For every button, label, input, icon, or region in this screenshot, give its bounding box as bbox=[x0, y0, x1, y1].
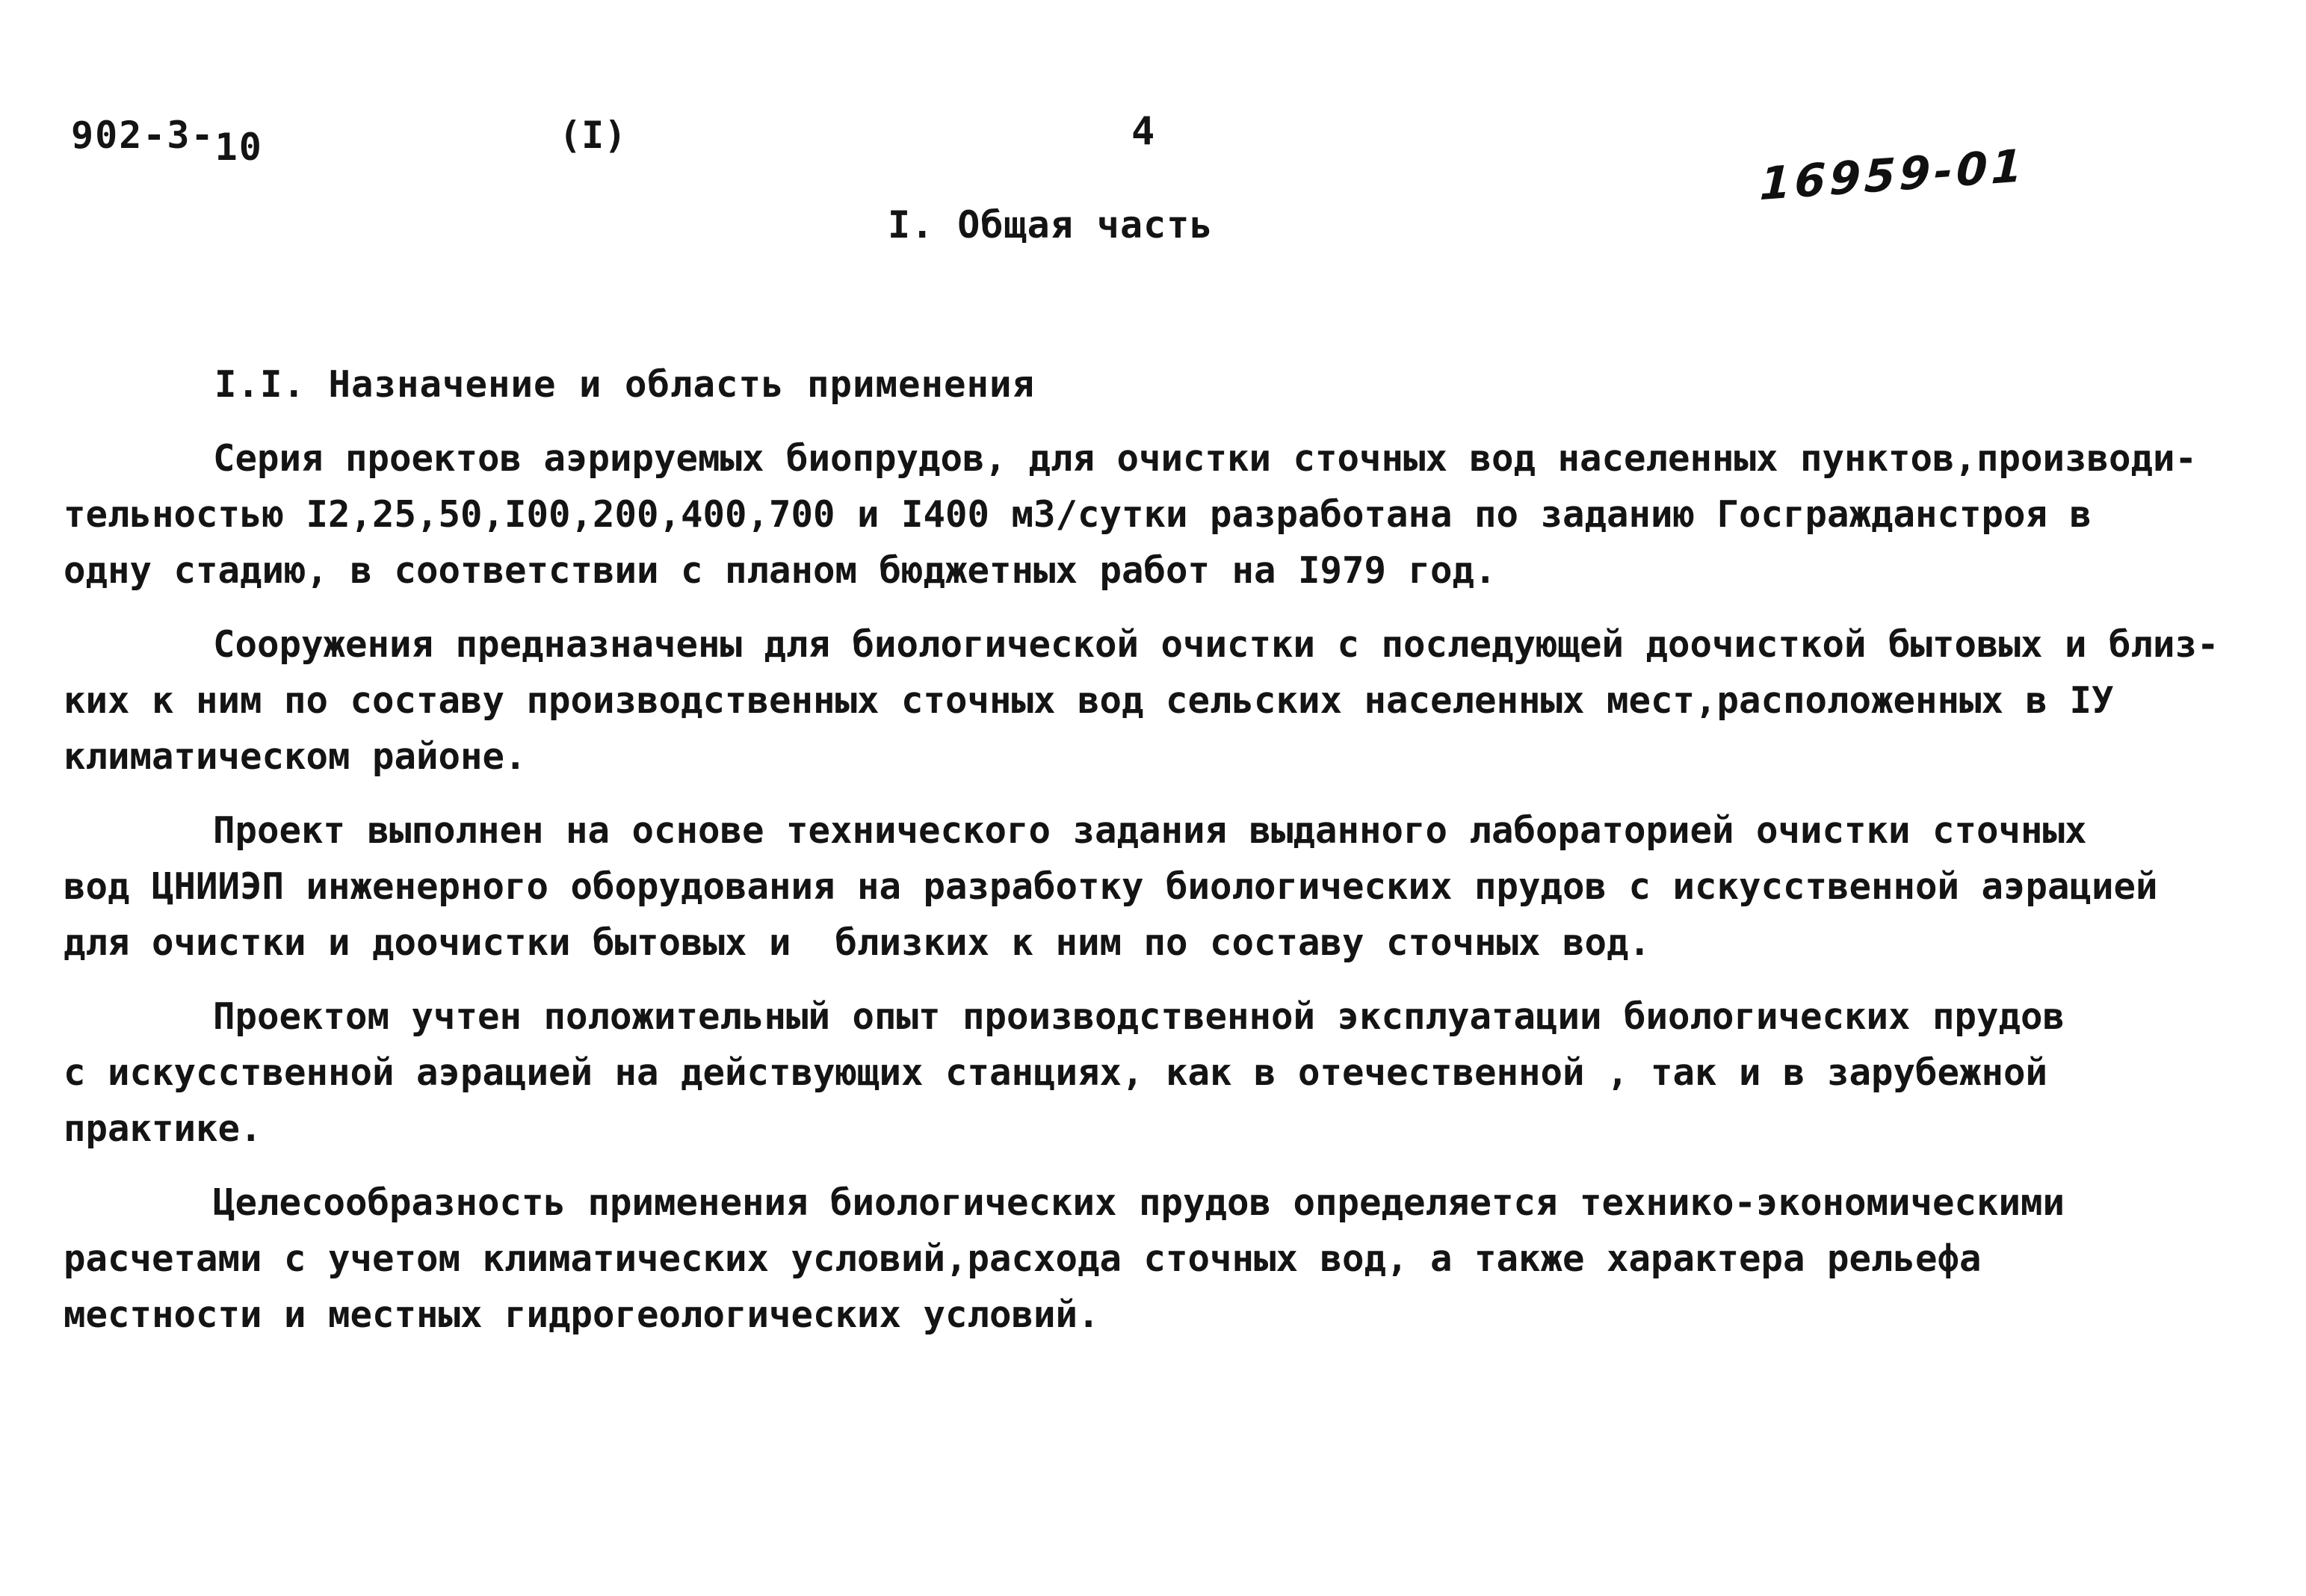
paragraph-line: местности и местных гидрогеологических условий. bbox=[64, 1293, 1100, 1336]
paragraph bbox=[64, 989, 2245, 1157]
document-number-suffix: 10 bbox=[214, 126, 263, 169]
paragraph-line: Проектом учтен положительный опыт производственной эксплуатации биологических прудов bbox=[213, 995, 2065, 1038]
paragraph-line: тельностью I2,25,50,I00,200,400,700 и I400 м3/сутки разработана по заданию Госгражданстроя в bbox=[64, 493, 2092, 536]
paragraph bbox=[64, 616, 2245, 785]
paragraph-line: Серия проектов аэрируемых биопрудов, для очистки сточных вод населенных пунктов,производи- bbox=[213, 437, 2198, 480]
paragraph-line: вод ЦНИИЭП инженерного оборудования на разработку биологических прудов с искусственной аэрацией bbox=[64, 865, 2158, 908]
section-heading: I.I. Назначение и область применения bbox=[214, 363, 1036, 406]
paragraph-line: Целесообразность применения биологических прудов определяется технико-экономическими bbox=[213, 1181, 2065, 1224]
paragraph bbox=[64, 1175, 2245, 1343]
paragraph bbox=[64, 430, 2245, 598]
page-number: 4 bbox=[1131, 109, 1155, 154]
volume-label: (I) bbox=[559, 114, 627, 157]
document-title: I. Общая часть bbox=[888, 203, 1214, 247]
document-number-prefix: 902-3- bbox=[71, 114, 215, 157]
document-number bbox=[71, 114, 263, 169]
handwritten-stamp-number: 16959-01 bbox=[1758, 139, 2027, 211]
paragraph-line: с искусственной аэрацией на действующих станциях, как в отечественной , так и в зарубежной bbox=[64, 1051, 2048, 1094]
paragraph-line: Сооружения предназначены для биологической очистки с последующей доочисткой бытовых и близ- bbox=[213, 623, 2219, 666]
paragraph-line: одну стадию, в соответствии с планом бюджетных работ на I979 год. bbox=[64, 549, 1497, 592]
body-text bbox=[64, 430, 2245, 1361]
paragraph-line: для очистки и доочистки бытовых и близких к ним по составу сточных вод. bbox=[64, 921, 1651, 964]
paragraph-line: практике. bbox=[64, 1107, 262, 1150]
paragraph bbox=[64, 802, 2245, 971]
paragraph-line: расчетами с учетом климатических условий,расхода сточных вод, а также характера рельефа bbox=[64, 1237, 1982, 1280]
paragraph-line: Проект выполнен на основе технического задания выданного лабораторией очистки сточных bbox=[213, 809, 2087, 852]
paragraph-line: климатическом районе. bbox=[64, 735, 527, 778]
paragraph-line: ких к ним по составу производственных сточных вод сельских населенных мест,расположенных в IУ bbox=[64, 679, 2114, 722]
